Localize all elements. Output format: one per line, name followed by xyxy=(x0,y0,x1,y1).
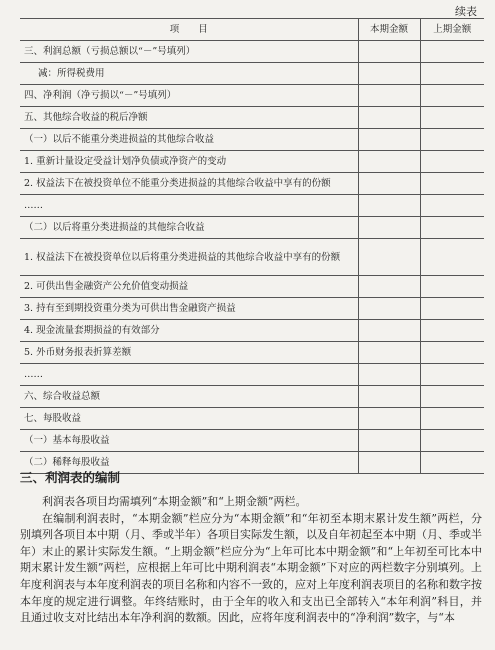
table-row xyxy=(20,217,484,239)
row-current-amount xyxy=(358,85,420,107)
row-item-label: …… xyxy=(20,364,358,386)
row-item-label: 2. 权益法下在被投资单位不能重分类进损益的其他综合收益中享有的份额 xyxy=(20,173,358,195)
table-row xyxy=(20,408,484,430)
row-prior-amount xyxy=(420,298,484,320)
row-prior-amount xyxy=(420,452,484,474)
row-item-label: 2. 可供出售金融资产公允价值变动损益 xyxy=(20,276,358,298)
row-item-label: 减：所得税费用 xyxy=(20,63,358,85)
row-current-amount xyxy=(358,217,420,239)
row-current-amount xyxy=(358,408,420,430)
row-current-amount xyxy=(358,173,420,195)
row-current-amount xyxy=(358,298,420,320)
table-row xyxy=(20,386,484,408)
row-current-amount xyxy=(358,195,420,217)
header-item: 项 目 xyxy=(20,19,358,41)
row-prior-amount xyxy=(420,173,484,195)
header-prior-amount: 上期金额 xyxy=(420,19,484,41)
continued-label: 续表 xyxy=(455,5,477,18)
table-row xyxy=(20,41,484,63)
row-prior-amount xyxy=(420,129,484,151)
row-prior-amount xyxy=(420,217,484,239)
paragraph: 在编制利润表时，“本期金额”栏应分为“本期金额”和“年初至本期末累计发生额”两栏，分别填列各项目本中期（月、季或半年）各项目实际发生额，以及自年初起至本中期（月、季或半年）末止的累计实际发生额。“上期金额”栏应分为“上年可比本中期金额”和“上年初至可比本中期末累计发生额”两栏，应根据上年可比中期利润表“本期金额”下对应的两栏数字分别填列。上年度利润表与本年度利润表的项目名称和内容不一致的，应对上年度利润表项目的名称和数字按本年度的规定进行调整。年终结账时，由于全年的收入和支出已全部转入“本年利润”科目，并且通过收支对比结出本年净利润的数额。因此，应将年度利润表中的“净利润”数字，与“本 xyxy=(20,511,482,625)
row-prior-amount xyxy=(420,276,484,298)
table-row xyxy=(20,342,484,364)
row-item-label: （二）稀释每股收益 xyxy=(20,452,358,474)
row-current-amount xyxy=(358,107,420,129)
row-item-label: 六、综合收益总额 xyxy=(20,386,358,408)
table-header-row xyxy=(20,19,484,41)
row-current-amount xyxy=(358,63,420,85)
row-prior-amount xyxy=(420,239,484,276)
row-item-label: 四、净利润（净亏损以“－”号填列） xyxy=(20,85,358,107)
row-prior-amount xyxy=(420,41,484,63)
row-current-amount xyxy=(358,386,420,408)
table-row xyxy=(20,239,484,276)
row-item-label: 5. 外币财务报表折算差额 xyxy=(20,342,358,364)
row-prior-amount xyxy=(420,320,484,342)
table-row xyxy=(20,107,484,129)
table-row xyxy=(20,276,484,298)
table-row xyxy=(20,63,484,85)
row-current-amount xyxy=(358,276,420,298)
row-item-label: 3. 持有至到期投资重分类为可供出售金融资产损益 xyxy=(20,298,358,320)
row-item-label: 4. 现金流量套期损益的有效部分 xyxy=(20,320,358,342)
row-item-label: （一）基本每股收益 xyxy=(20,430,358,452)
section-title: 三、利润表的编制 xyxy=(20,470,121,485)
row-prior-amount xyxy=(420,386,484,408)
row-current-amount xyxy=(358,239,420,276)
row-current-amount xyxy=(358,452,420,474)
body-text xyxy=(20,494,482,627)
row-item-label: …… xyxy=(20,195,358,217)
row-prior-amount xyxy=(420,195,484,217)
row-prior-amount xyxy=(420,430,484,452)
row-current-amount xyxy=(358,342,420,364)
row-item-label: 五、其他综合收益的税后净额 xyxy=(20,107,358,129)
row-prior-amount xyxy=(420,107,484,129)
header-current-amount: 本期金额 xyxy=(358,19,420,41)
row-prior-amount xyxy=(420,63,484,85)
row-prior-amount xyxy=(420,342,484,364)
income-statement-table xyxy=(20,18,484,474)
row-current-amount xyxy=(358,41,420,63)
row-item-label: （二）以后将重分类进损益的其他综合收益 xyxy=(20,217,358,239)
row-prior-amount xyxy=(420,151,484,173)
row-prior-amount xyxy=(420,364,484,386)
table-row xyxy=(20,151,484,173)
row-item-label: 1. 重新计量设定受益计划净负债或净资产的变动 xyxy=(20,151,358,173)
table-row xyxy=(20,85,484,107)
table-row xyxy=(20,195,484,217)
row-current-amount xyxy=(358,151,420,173)
table-row xyxy=(20,129,484,151)
row-item-label: 三、利润总额（亏损总额以“－”号填列） xyxy=(20,41,358,63)
table-row xyxy=(20,298,484,320)
row-current-amount xyxy=(358,320,420,342)
row-item-label: （一）以后不能重分类进损益的其他综合收益 xyxy=(20,129,358,151)
row-current-amount xyxy=(358,430,420,452)
row-item-label: 七、每股收益 xyxy=(20,408,358,430)
row-current-amount xyxy=(358,364,420,386)
row-prior-amount xyxy=(420,408,484,430)
table-row xyxy=(20,364,484,386)
paragraph: 利润表各项目均需填列“本期金额”和“上期金额”两栏。 xyxy=(42,495,307,508)
table-row xyxy=(20,173,484,195)
table-row xyxy=(20,320,484,342)
row-item-label: 1. 权益法下在被投资单位以后将重分类进损益的其他综合收益中享有的份额 xyxy=(20,239,358,276)
row-prior-amount xyxy=(420,85,484,107)
table-row xyxy=(20,430,484,452)
row-current-amount xyxy=(358,129,420,151)
